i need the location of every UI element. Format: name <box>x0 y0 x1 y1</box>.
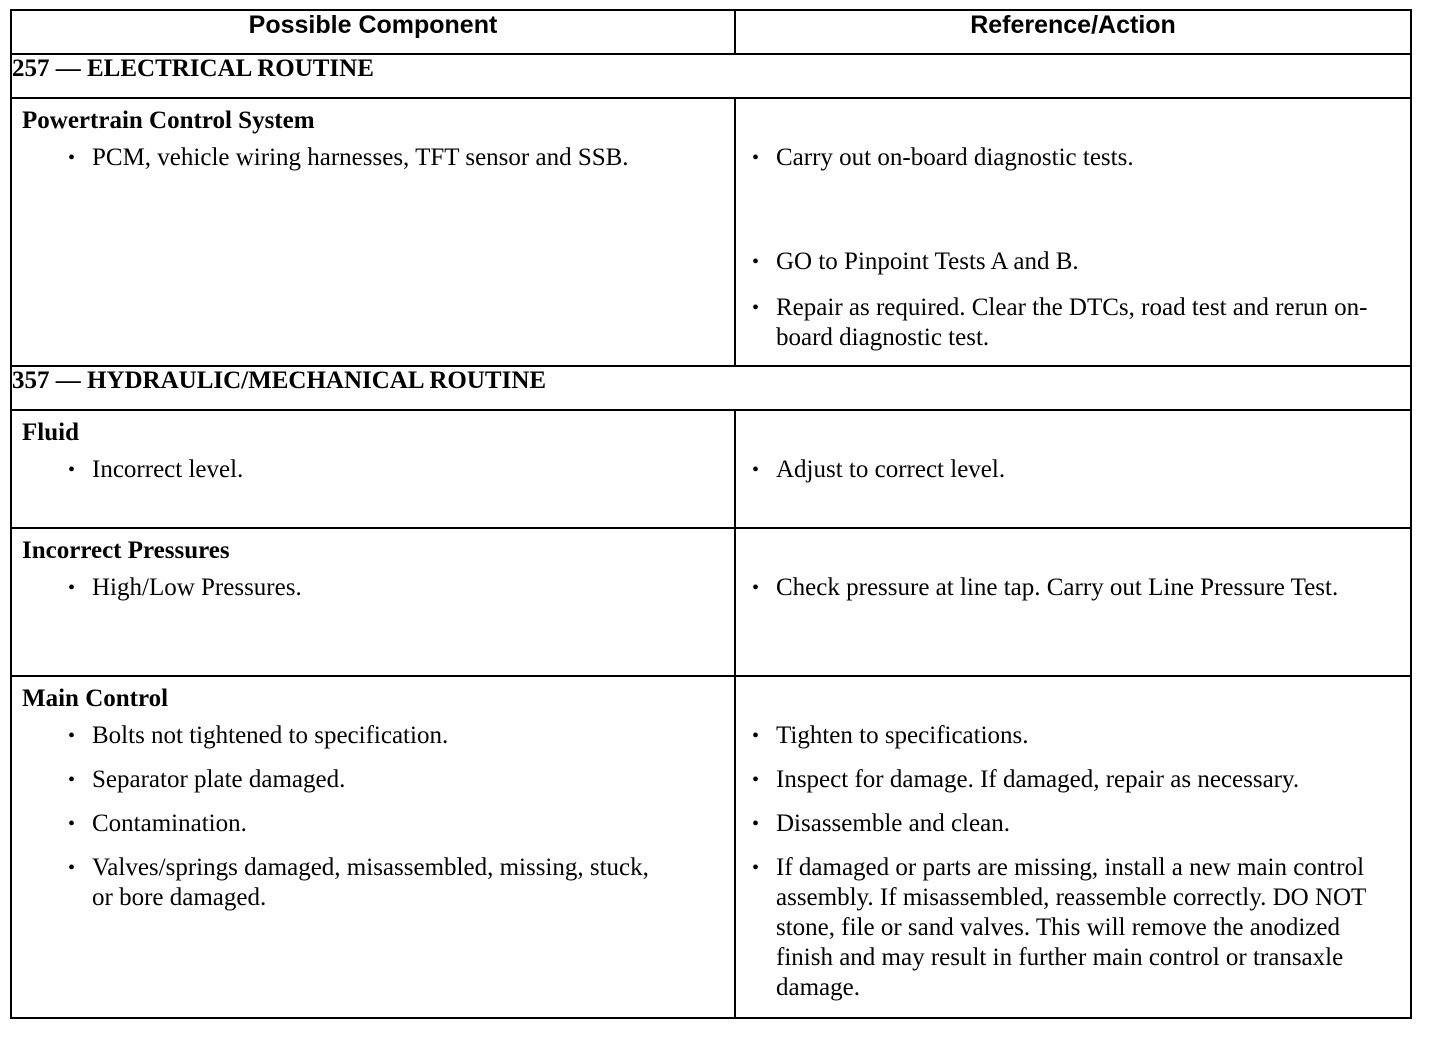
component-cell <box>11 98 735 366</box>
component-cell <box>11 528 735 676</box>
list-item: • PCM, vehicle wiring harnesses, TFT sensor and SSB. <box>68 144 629 171</box>
header-possible-component: Possible Component <box>11 10 735 54</box>
list-item: • Incorrect level. <box>68 456 244 483</box>
action-list <box>736 455 1410 485</box>
component-title: Incorrect Pressures <box>22 537 230 564</box>
action-cell <box>735 676 1411 1018</box>
list-item: • Disassemble and clean. <box>752 810 1010 837</box>
table-row <box>11 528 1411 676</box>
section-row <box>11 366 1411 410</box>
component-cell <box>11 676 735 1018</box>
list-item: • Valves/springs damaged, misassembled, missing, stuck, or bore damaged. <box>68 854 649 911</box>
cause-list <box>12 573 734 603</box>
action-list <box>736 143 1410 353</box>
list-item: • GO to Pinpoint Tests A and B. <box>752 248 1079 275</box>
list-item: • Carry out on-board diagnostic tests. <box>752 144 1134 171</box>
header-row <box>11 10 1411 54</box>
table-row <box>11 410 1411 528</box>
cause-list <box>12 721 734 913</box>
component-cell <box>11 410 735 528</box>
table-row <box>11 676 1411 1018</box>
section-row <box>11 54 1411 98</box>
list-item: • Separator plate damaged. <box>68 766 346 793</box>
header-reference-action: Reference/Action <box>735 10 1411 54</box>
list-item: • High/Low Pressures. <box>68 574 302 601</box>
diagnosis-table <box>10 9 1412 1019</box>
list-item: • Contamination. <box>68 810 247 837</box>
list-item: • Tighten to specifications. <box>752 722 1029 749</box>
component-title: Powertrain Control System <box>22 107 315 134</box>
list-item: • Adjust to correct level. <box>752 456 1006 483</box>
cause-list <box>12 455 734 485</box>
list-item: • Check pressure at line tap. Carry out Line Pressure Test. <box>752 574 1339 601</box>
cause-list <box>12 143 734 173</box>
section-title: 257 — ELECTRICAL ROUTINE <box>11 54 1411 98</box>
component-title: Fluid <box>22 419 79 446</box>
section-title: 357 — HYDRAULIC/MECHANICAL ROUTINE <box>11 366 1411 410</box>
action-cell <box>735 98 1411 366</box>
list-item: • Repair as required. Clear the DTCs, road test and rerun on-board diagnostic test. <box>752 294 1368 351</box>
action-cell <box>735 410 1411 528</box>
component-title: Main Control <box>22 685 169 712</box>
list-item: • If damaged or parts are missing, install a new main control assembly. If misassembled, reassemble correctly. DO NOT stone, file or sand valves. This will remove the anodized finish and may result in further main control or transaxle damage. <box>752 854 1366 1001</box>
action-list <box>736 721 1410 1003</box>
table-row <box>11 98 1411 366</box>
list-item: • Bolts not tightened to specification. <box>68 722 449 749</box>
action-list <box>736 573 1410 603</box>
list-item: • Inspect for damage. If damaged, repair as necessary. <box>752 766 1300 793</box>
action-cell <box>735 528 1411 676</box>
